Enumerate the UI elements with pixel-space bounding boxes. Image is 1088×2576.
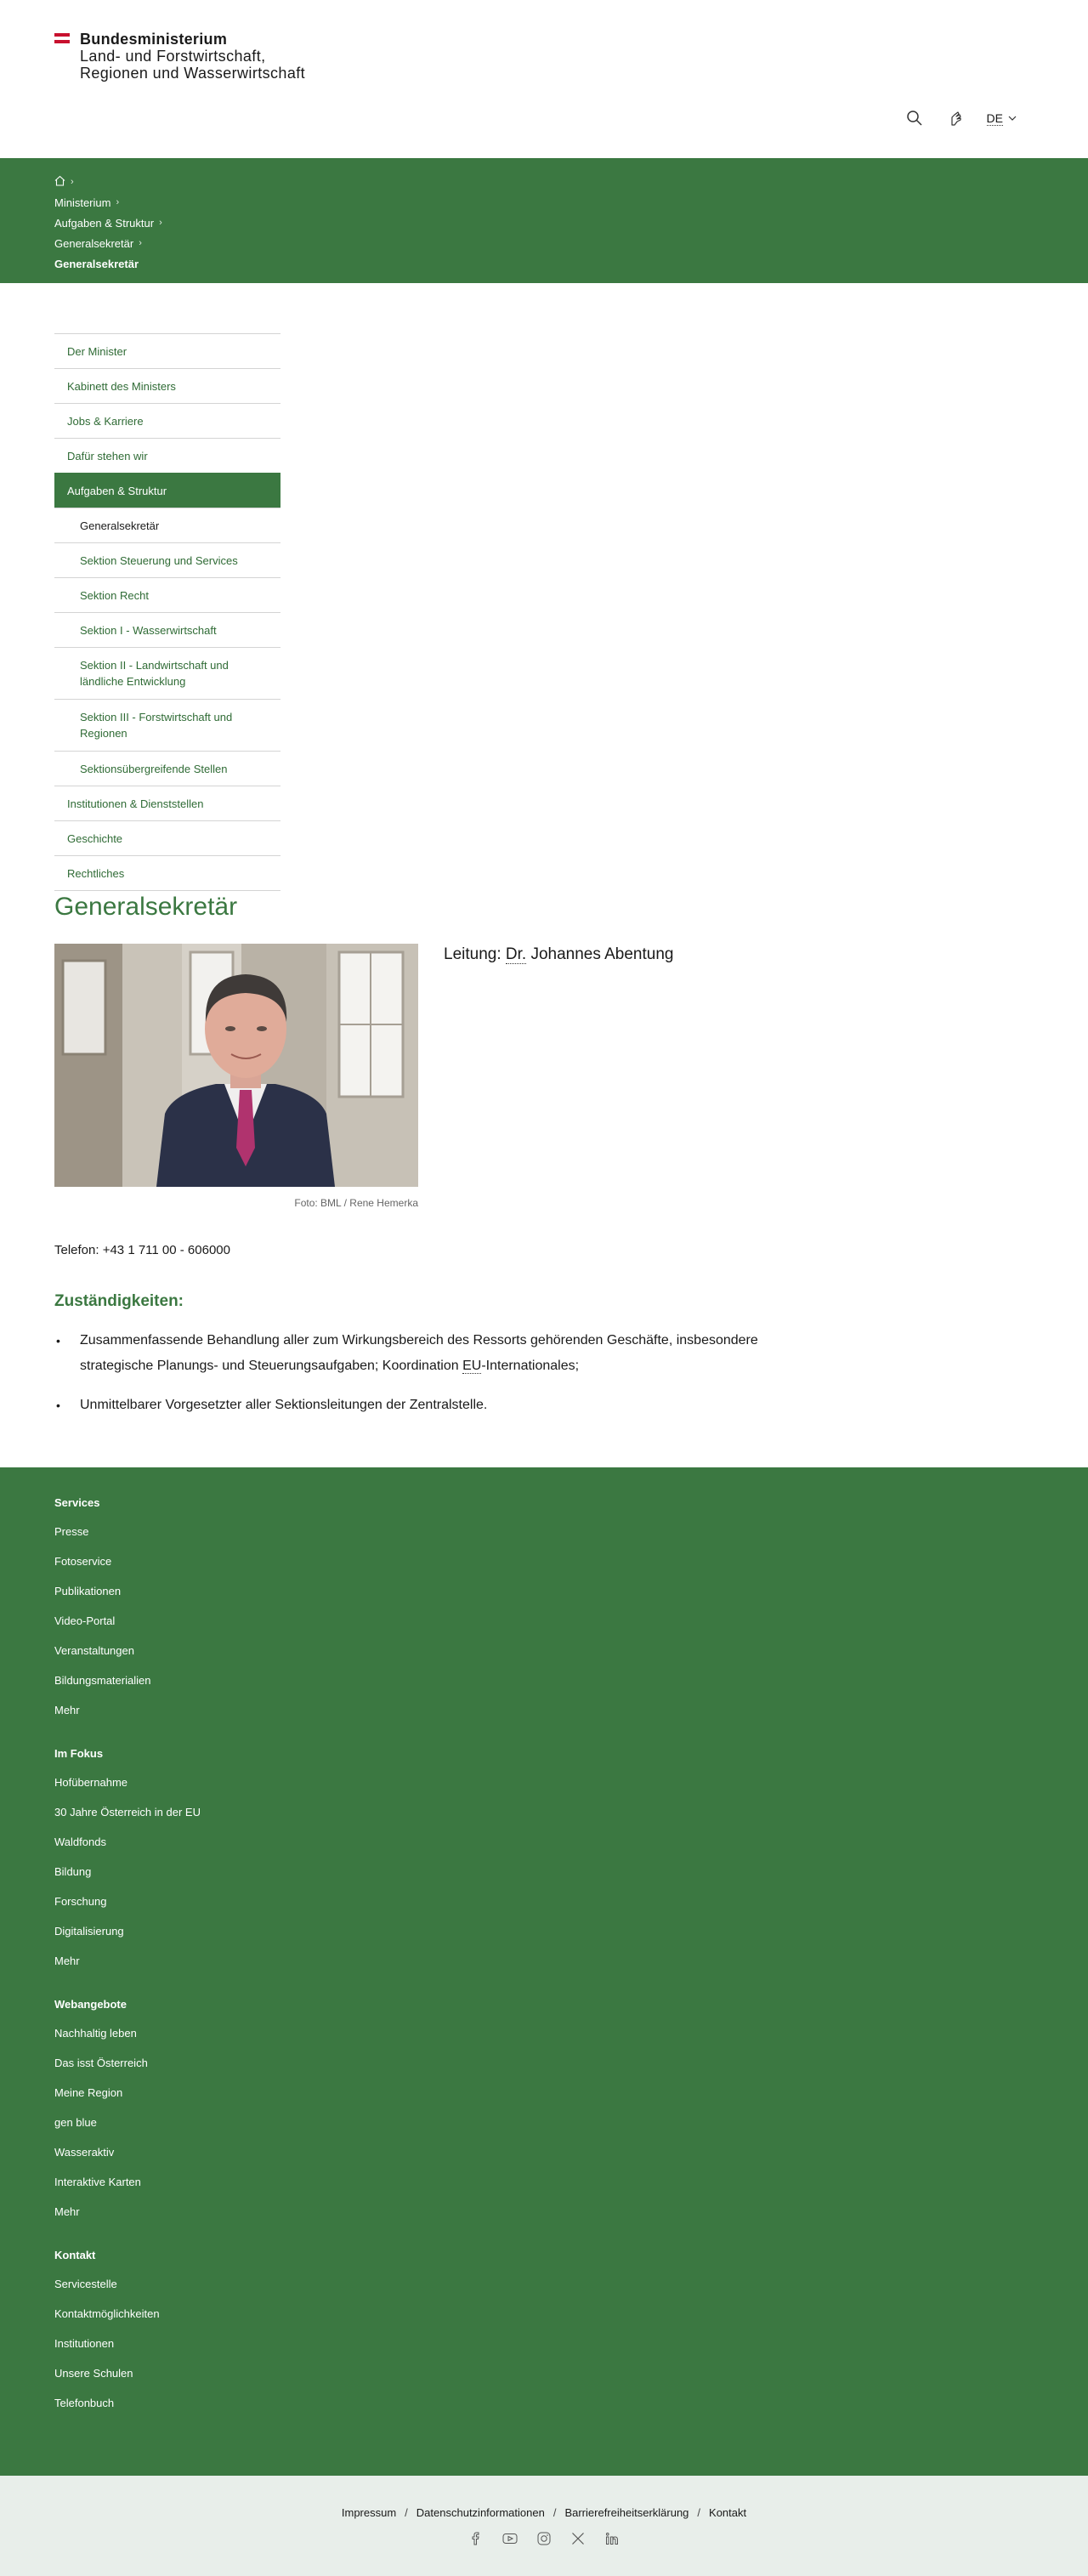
legal-bar — [0, 2476, 1088, 2576]
breadcrumb-current: Generalsekretär — [54, 257, 139, 270]
footer-link-services-mehr[interactable]: Mehr — [54, 1704, 80, 1716]
legal-link-barrierefreiheit[interactable]: Barrierefreiheitserklärung — [564, 2506, 689, 2519]
footer-link-das-isst-oesterreich[interactable]: Das isst Österreich — [54, 2057, 148, 2069]
sidenav-item-der-minister[interactable]: Der Minister — [54, 333, 280, 368]
breadcrumb — [0, 158, 1088, 283]
footer-link-hofuebernahme[interactable]: Hofübernahme — [54, 1776, 128, 1789]
sidenav-item-sektion-1[interactable]: Sektion I - Wasserwirtschaft — [54, 612, 280, 647]
breadcrumb-ministerium[interactable]: Ministerium — [54, 196, 111, 209]
footer-link-presse[interactable]: Presse — [54, 1525, 89, 1538]
side-navigation — [54, 333, 280, 891]
footer-heading-services: Services — [54, 1496, 100, 1509]
sidenav-item-sektion-2[interactable]: Sektion II - Landwirtschaft und ländliche Entwicklung — [54, 647, 280, 699]
ministry-logo[interactable] — [54, 31, 305, 82]
lead-name: Johannes Abentung — [526, 945, 674, 963]
footer-link-unsere-schulen[interactable]: Unsere Schulen — [54, 2367, 133, 2380]
portrait-photo — [54, 944, 418, 1187]
footer-link-interaktive-karten[interactable]: Interaktive Karten — [54, 2176, 141, 2188]
sidenav-item-sektion-steuerung[interactable]: Sektion Steuerung und Services — [54, 542, 280, 577]
footer-link-telefonbuch[interactable]: Telefonbuch — [54, 2397, 115, 2409]
sidenav-item-aufgaben-struktur[interactable]: Aufgaben & Struktur — [54, 473, 280, 508]
footer-link-web-mehr[interactable]: Mehr — [54, 2205, 80, 2218]
home-icon[interactable] — [54, 175, 65, 189]
footer-link-video-portal[interactable]: Video-Portal — [54, 1614, 116, 1627]
footer-heading-web: Webangebote — [54, 1998, 127, 2011]
sidenav-item-geschichte[interactable]: Geschichte — [54, 820, 280, 855]
footer-link-meine-region[interactable]: Meine Region — [54, 2086, 123, 2099]
page-title: Generalsekretär — [54, 893, 238, 921]
footer-link-fotoservice[interactable]: Fotoservice — [54, 1555, 112, 1568]
linkedin-icon[interactable] — [604, 2531, 620, 2546]
footer-link-bildung[interactable]: Bildung — [54, 1865, 92, 1878]
chevron-down-icon — [1008, 114, 1017, 122]
footer-fokus — [54, 1744, 1034, 1976]
youtube-icon[interactable] — [502, 2531, 518, 2546]
site-header — [0, 0, 1088, 158]
footer-heading-fokus: Im Fokus — [54, 1747, 104, 1760]
breadcrumb-aufgaben-struktur[interactable]: Aufgaben & Struktur — [54, 216, 155, 230]
sidenav-item-sektion-recht[interactable]: Sektion Recht — [54, 577, 280, 612]
footer-link-veranstaltungen[interactable]: Veranstaltungen — [54, 1644, 134, 1657]
sidenav-item-sektionsuebergreifend[interactable]: Sektionsübergreifende Stellen — [54, 751, 280, 786]
footer-link-digitalisierung[interactable]: Digitalisierung — [54, 1925, 124, 1938]
footer-link-waldfonds[interactable]: Waldfonds — [54, 1836, 106, 1848]
austrian-flag-icon — [54, 33, 70, 43]
logo-line-3: Regionen und Wasserwirtschaft — [80, 65, 306, 82]
title-abbreviation: Dr. — [505, 945, 527, 963]
search-icon[interactable] — [905, 109, 924, 128]
breadcrumb-generalsekretaer[interactable]: Generalsekretär — [54, 236, 134, 250]
sidenav-item-institutionen[interactable]: Institutionen & Dienststellen — [54, 786, 280, 820]
footer-services — [54, 1493, 1034, 1725]
x-icon[interactable] — [570, 2531, 586, 2546]
list-item: • Unmittelbarer Vorgesetzter aller Sektionsleitungen der Zentralstelle. — [54, 1393, 777, 1418]
sign-language-icon[interactable] — [946, 109, 965, 128]
responsibilities-heading: Zuständigkeiten: — [54, 1292, 184, 1310]
footer-link-gen-blue[interactable]: gen blue — [54, 2116, 97, 2129]
footer-link-30-jahre-eu[interactable]: 30 Jahre Österreich in der EU — [54, 1806, 201, 1819]
instagram-icon[interactable] — [536, 2531, 552, 2546]
legal-link-kontakt[interactable]: Kontakt — [709, 2506, 747, 2519]
legal-link-impressum[interactable]: Impressum — [341, 2506, 397, 2519]
facebook-icon[interactable] — [468, 2531, 484, 2546]
sidenav-item-rechtliches[interactable]: Rechtliches — [54, 855, 280, 890]
responsibilities-list — [54, 1328, 777, 1432]
logo-line-2: Land- und Forstwirtschaft, — [80, 48, 266, 65]
eu-abbreviation: EU — [462, 1359, 482, 1373]
legal-link-datenschutz[interactable]: Datenschutzinformationen — [416, 2506, 545, 2519]
sidenav-item-jobs[interactable]: Jobs & Karriere — [54, 403, 280, 438]
footer-link-bildungsmaterialien[interactable]: Bildungsmaterialien — [54, 1674, 151, 1687]
breadcrumb-separator-icon: › — [71, 177, 74, 187]
list-item: • Zusammenfassende Behandlung aller zum Wirkungsbereich des Ressorts gehörenden Geschäfte, insbesondere strategische Planungs- und Steuerungsaufgaben; Koordination EU-Internationales; — [54, 1328, 777, 1379]
footer-heading-kontakt: Kontakt — [54, 2249, 96, 2261]
site-footer — [0, 1467, 1088, 2476]
sidenav-item-generalsekretaer[interactable]: Generalsekretär — [54, 508, 280, 542]
footer-link-institutionen[interactable]: Institutionen — [54, 2337, 115, 2350]
breadcrumb-separator-icon: › — [116, 197, 120, 207]
footer-link-fokus-mehr[interactable]: Mehr — [54, 1955, 80, 1967]
footer-link-servicestelle[interactable]: Servicestelle — [54, 2278, 117, 2290]
photo-caption: Foto: BML / Rene Hemerka — [294, 1197, 418, 1209]
breadcrumb-separator-icon: › — [139, 238, 142, 248]
footer-link-wasseraktiv[interactable]: Wasseraktiv — [54, 2146, 115, 2159]
footer-link-nachhaltig-leben[interactable]: Nachhaltig leben — [54, 2027, 137, 2040]
sidenav-item-kabinett[interactable]: Kabinett des Ministers — [54, 368, 280, 403]
footer-webangebote — [54, 1994, 1034, 2227]
header-tools — [905, 109, 1017, 128]
sidenav-item-sektion-3[interactable]: Sektion III - Forstwirtschaft und Regionen — [54, 699, 280, 751]
footer-link-publikationen[interactable]: Publikationen — [54, 1585, 122, 1597]
social-links — [0, 2531, 1088, 2546]
language-selector[interactable] — [987, 111, 1017, 126]
phone-number: Telefon: +43 1 711 00 - 606000 — [54, 1243, 230, 1257]
logo-line-1: Bundesministerium — [80, 31, 228, 48]
legal-links: Impressum / Datenschutzinformationen / Barrierefreiheitserklärung / Kontakt — [341, 2506, 747, 2519]
footer-link-kontaktmoeglichkeiten[interactable]: Kontaktmöglichkeiten — [54, 2307, 160, 2320]
footer-kontakt — [54, 2245, 1034, 2418]
lead-text — [444, 945, 673, 964]
sidenav-item-dafuer-stehen-wir[interactable]: Dafür stehen wir — [54, 438, 280, 473]
breadcrumb-separator-icon: › — [159, 218, 162, 228]
sidenav-divider — [54, 890, 280, 891]
lead-prefix: Leitung: — [444, 945, 506, 963]
footer-link-forschung[interactable]: Forschung — [54, 1895, 107, 1908]
language-code: DE — [986, 111, 1003, 125]
